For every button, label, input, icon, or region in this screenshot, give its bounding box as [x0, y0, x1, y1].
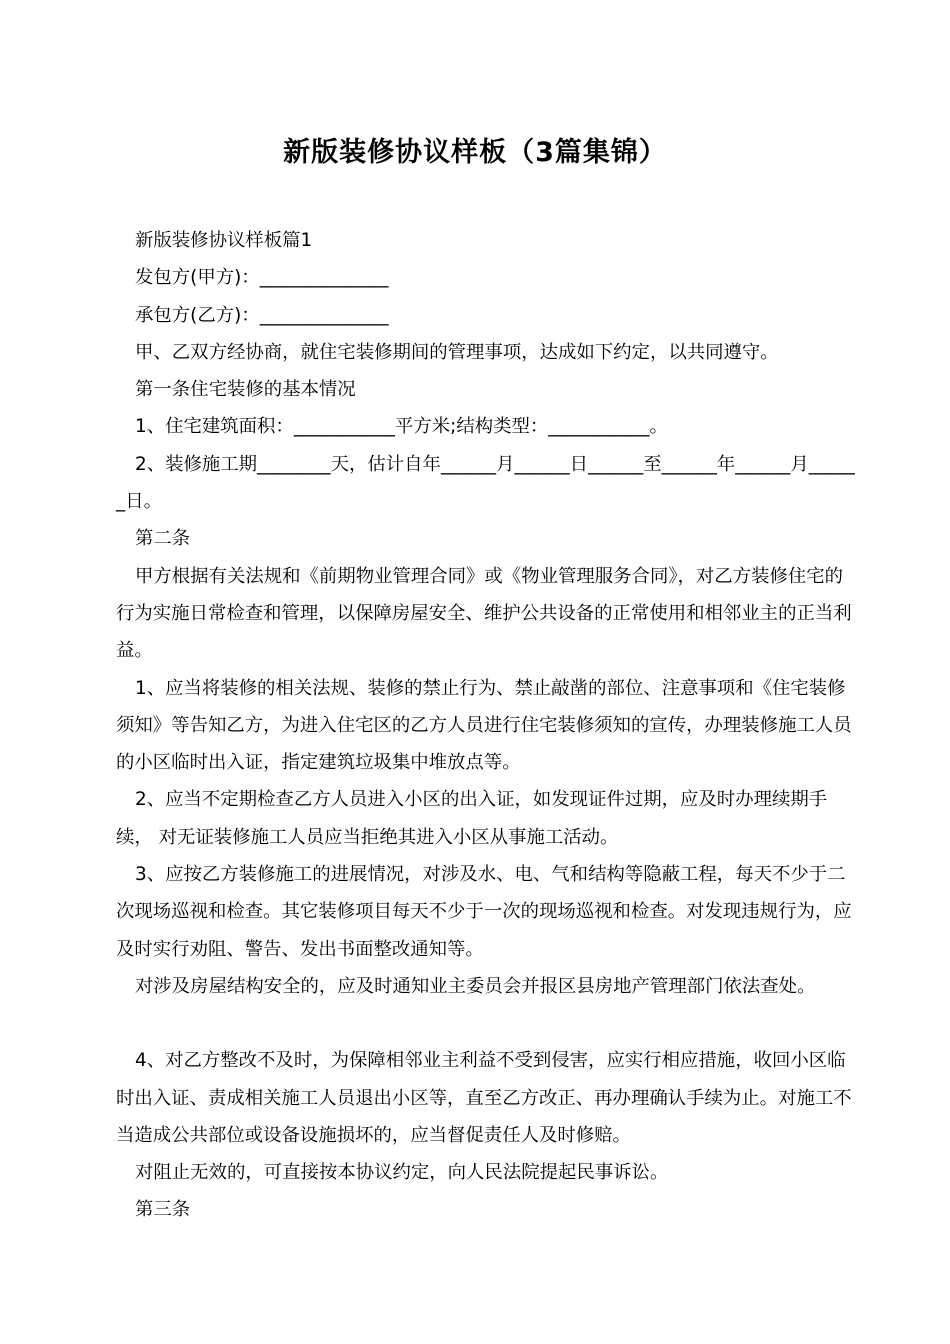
article-heading: 第三条 [135, 1199, 191, 1221]
paragraph: 3、应按乙方装修施工的进展情况，对涉及水、电、气和结构等隐蔽工程，每天不少于二次现场巡视和检查。其它装修项目每天不少于一次的现场巡视和检查。对发现违规行为，应及时实行劝阻、警告、发出书面整改通知等。 [116, 864, 852, 960]
paragraph: 1、住宅建筑面积：___________平方米;结构类型：___________。 [135, 416, 668, 438]
article-heading: 第二条 [135, 528, 191, 550]
paragraph: 对阻止无效的，可直接按本协议约定，向人民法院提起民事诉讼。 [135, 1162, 669, 1184]
party-b-line: 承包方(乙方)：______________ [135, 304, 389, 326]
article-heading: 第一条住宅装修的基本情况 [135, 379, 356, 401]
section-heading: 新版装修协议样板篇1 [135, 230, 313, 251]
spacer [116, 1005, 856, 1042]
paragraph: 2、应当不定期检查乙方人员进入小区的出入证，如发现证件过期，应及时办理续期手续， 对无证装修施工人员应当拒绝其进入小区从事施工活动。 [116, 789, 828, 848]
party-a-line: 发包方(甲方)：______________ [135, 267, 389, 289]
paragraph: 2、装修施工期________天，估计自年______月______日______至______年______月______日。 [116, 453, 855, 513]
paragraph: 4、对乙方整改不及时，为保障相邻业主利益不受到侵害，应实行相应措施，收回小区临时出入证、责成相关施工人员退出小区等，直至乙方改正、再办理确认手续为止。对施工不当造成公共部位或设备设施损坏的，应当督促责任人及时修赔。 [116, 1050, 852, 1146]
paragraph: 甲方根据有关法规和《前期物业管理合同》或《物业管理服务合同》，对乙方装修住宅的行为实施日常检查和管理，以保障房屋安全、维护公共设备的正常使用和相邻业主的正当利益。 [116, 565, 852, 662]
paragraph: 1、应当将装修的相关法规、装修的禁止行为、禁止敲凿的部位、注意事项和《住宅装修须知》等告知乙方，为进入住宅区的乙方人员进行住宅装修须知的宣传，办理装修施工人员的小区临时出入证，指定建筑垃圾集中堆放点等。 [116, 677, 852, 774]
document-title: 新版装修协议样板（3篇集锦） [283, 137, 667, 168]
paragraph: 对涉及房屋结构安全的，应及时通知业主委员会并报区县房地产管理部门依法查处。 [135, 975, 816, 997]
document-body [116, 222, 856, 1229]
paragraph: 甲、乙双方经协商，就住宅装修期间的管理事项，达成如下约定，以共同遵守。 [135, 341, 779, 363]
